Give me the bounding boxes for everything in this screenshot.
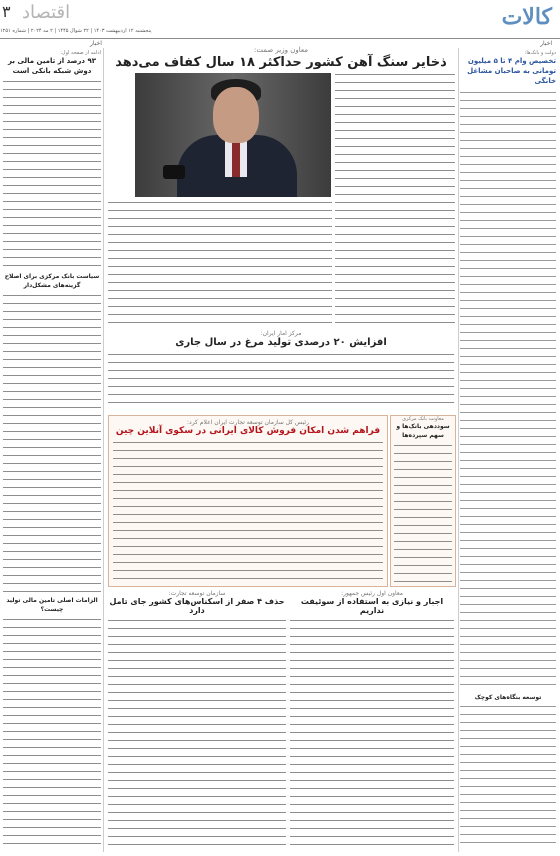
sidebar-box	[390, 415, 456, 587]
b1-headline: اجبار و نیازی به استفاده از سوئیفت نداریم	[300, 597, 444, 615]
box-headline: فراهم شدن امکان فروش کالای ایرانی در سکوی آنلاین چین	[115, 426, 381, 436]
middle-body-text	[108, 352, 454, 408]
box-kicker: رئیس کل سازمان توسعه تجارت ایران اعلام کرد:	[187, 419, 309, 426]
right-column	[460, 50, 556, 850]
b2-body	[108, 618, 286, 852]
column-divider	[458, 48, 459, 852]
bottom-story-1	[290, 590, 454, 852]
lead-body-text-2	[108, 200, 332, 328]
sidebar-title: سوددهی بانک‌ها و سهم سپرده‌ها	[396, 423, 450, 439]
top-rule	[0, 38, 560, 39]
sidebar-body	[394, 443, 452, 583]
left-headline-1: ۹۳ درصد از تامین مالی بر دوش شبکه بانکی است	[8, 57, 96, 75]
page-number: ۳	[2, 2, 11, 21]
bottom-story-2	[108, 590, 286, 852]
lead-body-lower	[108, 200, 332, 328]
left-kicker: ادامه از صفحه اول:	[60, 50, 101, 56]
middle-story	[108, 330, 454, 410]
box-body	[113, 440, 383, 580]
b1-body	[290, 618, 454, 852]
sidebar-kicker: معاونت بانک مرکزی	[402, 416, 444, 422]
middle-kicker: مرکز آمار ایران:	[260, 330, 302, 337]
section-label-right: اخبار	[540, 40, 552, 47]
brand-logo: کالات	[501, 4, 552, 30]
left-headline-3: الزامات اصلی تامین مالی تولید چیست؟	[6, 597, 98, 613]
column-divider	[103, 48, 104, 852]
section-label-left: اخبار	[90, 40, 102, 47]
lead-body-right	[335, 72, 455, 327]
official-portrait-photo	[135, 73, 331, 197]
left-body-3	[3, 617, 101, 850]
lead-body-text	[335, 72, 455, 327]
lead-headline: ذخایر سنگ آهن کشور حداکثر ۱۸ سال کفاف می‌دهد	[115, 55, 447, 70]
right-body-text-2	[460, 704, 556, 850]
section-brand: اقتصاد	[22, 2, 71, 23]
b2-headline: حذف ۴ صفر از اسکناس‌های کشور جای تامل دارد	[109, 597, 285, 615]
left-body-2	[3, 293, 101, 593]
lead-kicker: معاون وزیر صمت:	[253, 46, 309, 54]
b1-kicker: معاون اول رئیس جمهور:	[341, 590, 403, 597]
b2-kicker: سازمان توسعه تجارت:	[168, 590, 226, 597]
china-story-box	[108, 415, 388, 587]
right-section-title: توسعه بنگاه‌های کوچک	[474, 694, 542, 701]
right-headline: تخصیص وام ۴ تا ۵ میلیون تومانی به صاحبان مشاغل خانگی	[467, 57, 556, 85]
left-headline-2: سیاست بانک مرکزی برای اصلاح گزینه‌های مشکل‌دار	[4, 273, 100, 289]
middle-headline: افزایش ۲۰ درصدی تولید مرغ در سال جاری	[175, 337, 387, 348]
left-body-1	[3, 79, 101, 269]
date-line: پنجشنبه ۱۲ اردیبهشت ۱۴۰۳ | ۲۲ شوال ۱۴۴۵ | ۲ مه ۲۰۲۴ | شماره ۱۲۵۱	[0, 28, 152, 34]
right-kicker: دولت و بانک‌ها:	[524, 50, 556, 56]
right-body-text	[460, 90, 556, 690]
left-column	[3, 50, 101, 850]
